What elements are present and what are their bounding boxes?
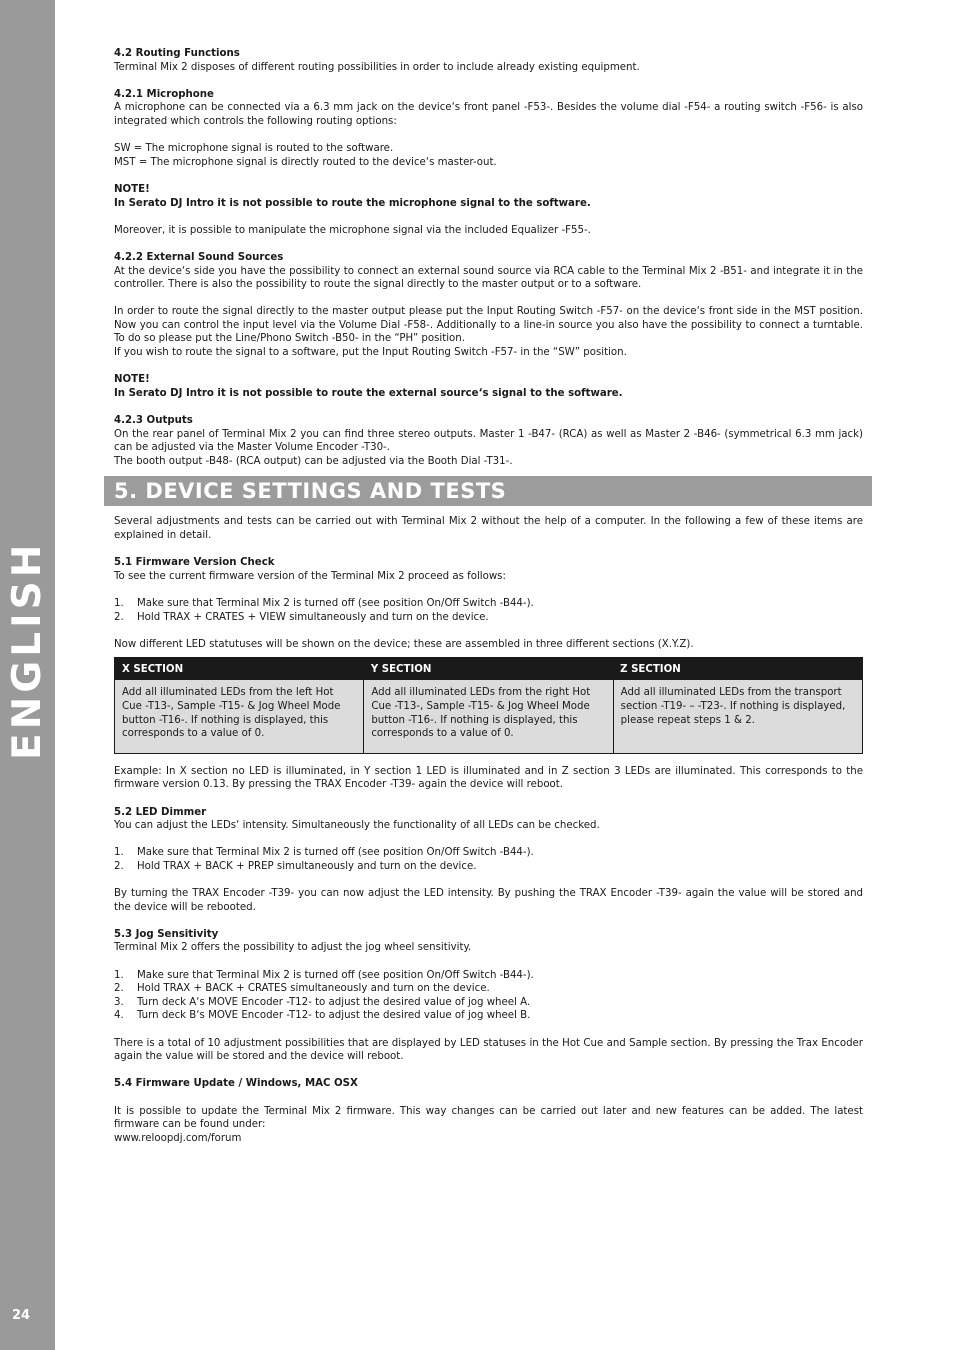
chapter-intro: Several adjustments and tests can be carried out with Terminal Mix 2 without the help of a computer. In the following a few of these items are explained in detail.	[114, 516, 863, 541]
language-sidebar	[0, 0, 55, 1350]
chapter-heading-band	[104, 476, 872, 506]
booth-output-text: The booth output -B48- (RCA output) can be adjusted via the Booth Dial -T31-.	[114, 455, 513, 467]
note-text: In Serato DJ Intro it is not possible to route the microphone signal to the software.	[114, 197, 591, 209]
firmware-example: Example: In X section no LED is illuminated, in Y section 1 LED is illuminated and in Z section 3 LEDs are illuminated. This corresponds to the firmware version 0.13. By pressing the TRAX Encoder -T39- again the device will reboot.	[114, 765, 863, 791]
list-item: 2. Hold TRAX + CRATES + VIEW simultaneously and turn on the device.	[114, 611, 489, 623]
section-4-2-title: 4.2 Routing Functions	[114, 48, 240, 59]
table-cell: Add all illuminated LEDs from the right Hot Cue -T13-, Sample -T15- & Jog Wheel Mode button -T16-. If nothing is displayed, this corresponds to a value of 0.	[364, 680, 613, 753]
firmware-check-intro: To see the current firmware version of the Terminal Mix 2 proceed as follows:	[114, 570, 506, 582]
table-row	[115, 680, 863, 753]
table-cell: Add all illuminated LEDs from the transport section -T19- – -T23-. If nothing is displayed, please repeat steps 1 & 2.	[613, 680, 862, 753]
mst-option: MST = The microphone signal is directly routed to the device‘s master-out.	[114, 156, 497, 168]
section-5-1-title: 5.1 Firmware Version Check	[114, 557, 275, 569]
sw-option: SW = The microphone signal is routed to the software.	[114, 143, 394, 155]
page-content	[114, 47, 863, 1145]
page-number: 24	[12, 1308, 31, 1323]
section-4-2-2-title: 4.2.2 External Sound Sources	[114, 251, 284, 263]
jog-sensitivity-steps	[114, 969, 863, 1023]
firmware-update-text: It is possible to update the Terminal Mix 2 firmware. This way changes can be carried out later and new features can be added. The latest firmware can be found under:	[114, 1105, 863, 1131]
firmware-check-steps	[114, 597, 863, 624]
led-dimmer-intro: You can adjust the LEDs‘ intensity. Simultaneously the functionality of all LEDs can be checked.	[114, 820, 600, 832]
section-4-2-intro: Terminal Mix 2 disposes of different routing possibilities in order to include already existing equipment.	[114, 61, 640, 73]
section-5-4-title: 5.4 Firmware Update / Windows, MAC OSX	[114, 1078, 358, 1090]
section-5-3-title: 5.3 Jog Sensitivity	[114, 928, 219, 940]
master-routing-text: In order to route the signal directly to the master output please put the Input Routing Switch -F57- on the device‘s front side in the MST position. Now you can control the input level via the Volume Dial -F58-. Additionally to a line-in source you also have the possibility to connect a turntable. To do so please put the Line/Phono Switch -B50- in the “PH” position.	[114, 306, 863, 345]
led-dimmer-steps	[114, 846, 863, 873]
led-status-text: Now different LED statutuses will be shown on the device; these are assembled in three different sections (X.Y.Z).	[114, 638, 694, 650]
section-4-2-1-title: 4.2.1 Microphone	[114, 88, 214, 100]
firmware-sections-table	[114, 657, 863, 753]
section-5-2-title: 5.2 LED Dimmer	[114, 806, 207, 818]
language-label: ENGLISH	[5, 540, 50, 760]
list-item: 3. Turn deck A‘s MOVE Encoder -T12- to adjust the desired value of jog wheel A.	[114, 996, 531, 1008]
forum-url: www.reloopdj.com/forum	[114, 1132, 242, 1144]
microphone-text: A microphone can be connected via a 6.3 mm jack on the device‘s front panel -F53-. Besides the volume dial -F54- a routing switch -F56- is also integrated which controls the following routing options:	[114, 102, 863, 127]
note-label: NOTE!	[114, 183, 150, 195]
table-header: X SECTION	[115, 658, 364, 681]
table-cell: Add all illuminated LEDs from the left Hot Cue -T13-, Sample -T15- & Jog Wheel Mode button -T16-. If nothing is displayed, this corresponds to a value of 0.	[115, 680, 364, 753]
section-4-2-3-title: 4.2.3 Outputs	[114, 415, 193, 427]
note-label: NOTE!	[114, 374, 150, 386]
table-header: Z SECTION	[613, 658, 862, 681]
list-item: 1. Make sure that Terminal Mix 2 is turned off (see position On/Off Switch -B44-).	[114, 847, 534, 859]
list-item: 2. Hold TRAX + BACK + PREP simultaneously and turn on the device.	[114, 860, 477, 872]
list-item: 1. Make sure that Terminal Mix 2 is turned off (see position On/Off Switch -B44-).	[114, 969, 534, 981]
equalizer-text: Moreover, it is possible to manipulate the microphone signal via the included Equalizer -F55-.	[114, 224, 591, 236]
list-item: 2. Hold TRAX + BACK + CRATES simultaneously and turn on the device.	[114, 983, 490, 995]
chapter-title: 5. DEVICE SETTINGS AND TESTS	[114, 479, 507, 504]
external-sources-text: At the device‘s side you have the possibility to connect an external sound source via RCA cable to the Terminal Mix 2 -B51- and integrate it in the controller. There is also the possibility to route the signal directly to the master output or to a software.	[114, 265, 863, 291]
note-text: In Serato DJ Intro it is not possible to route the external source‘s signal to the software.	[114, 387, 623, 399]
table-header: Y SECTION	[364, 658, 613, 681]
list-item: 1. Make sure that Terminal Mix 2 is turned off (see position On/Off Switch -B44-).	[114, 597, 534, 609]
outputs-text: On the rear panel of Terminal Mix 2 you can find three stereo outputs. Master 1 -B47- (RCA) as well as Master 2 -B46- (symmetrical 6.3 mm jack) can be adjusted via the Master Volume Encoder -T30-.	[114, 428, 863, 454]
led-dimmer-after: By turning the TRAX Encoder -T39- you can now adjust the LED intensity. By pushing the TRAX Encoder -T39- again the value will be stored and the device will be rebooted.	[114, 888, 863, 913]
jog-sensitivity-after: There is a total of 10 adjustment possibilities that are displayed by LED statuses in the Hot Cue and Sample section. By pressing the Trax Encoder again the value will be stored and the device will reboot.	[114, 1037, 863, 1063]
jog-sensitivity-intro: Terminal Mix 2 offers the possibility to adjust the jog wheel sensitivity.	[114, 942, 472, 954]
software-routing-text: If you wish to route the signal to a software, put the Input Routing Switch -F57- in the “SW” position.	[114, 347, 627, 359]
list-item: 4. Turn deck B‘s MOVE Encoder -T12- to adjust the desired value of jog wheel B.	[114, 1010, 531, 1022]
